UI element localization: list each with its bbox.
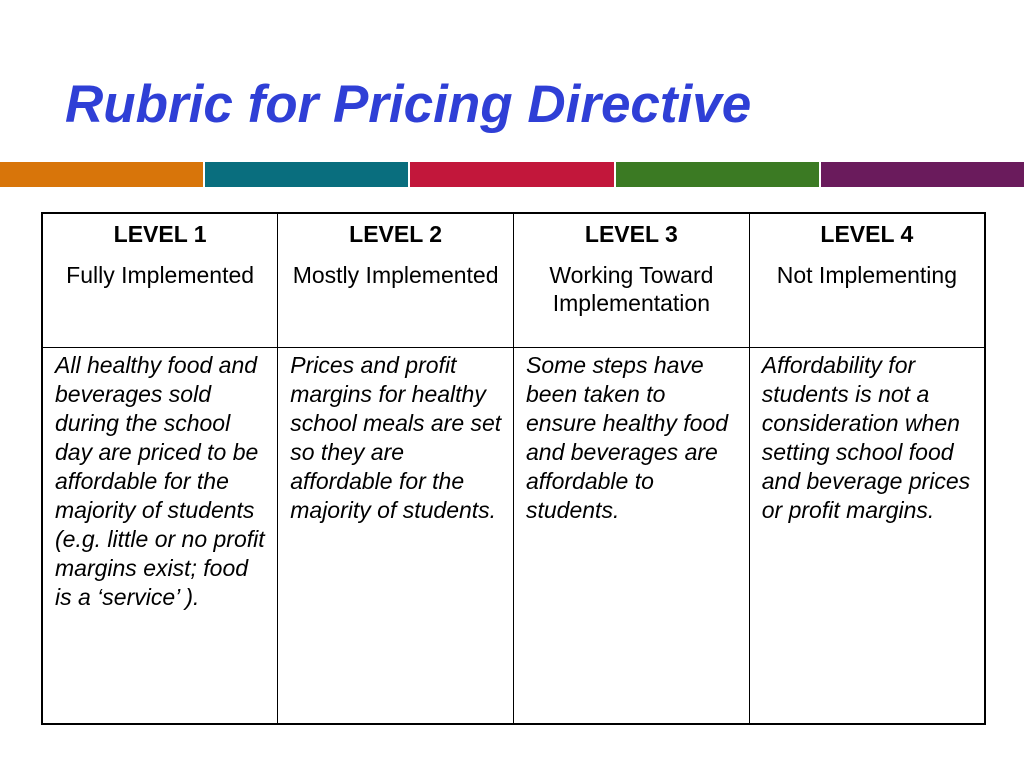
color-bar-segment-orange (0, 162, 203, 187)
level-3-header (514, 213, 750, 348)
level-4-label: LEVEL 4 (820, 221, 914, 247)
rubric-header-row (42, 213, 985, 348)
level-2-header (278, 213, 514, 348)
color-bar-segment-teal (203, 162, 408, 187)
level-1-label: LEVEL 1 (113, 221, 207, 247)
level-3-description: Some steps have been taken to ensure healthy food and beverages are affordable to students. (514, 348, 750, 725)
slide-title: Rubric for Pricing Directive (65, 75, 752, 134)
color-bar-segment-green (614, 162, 819, 187)
level-2-label: LEVEL 2 (349, 221, 443, 247)
color-bar-segment-red (408, 162, 613, 187)
level-2-status: Mostly Implemented (292, 262, 499, 288)
level-4-header (749, 213, 985, 348)
level-1-description: All healthy food and beverages sold during the school day are priced to be affordable for the majority of students (e.g. little or no profit margins exist; food is a ‘service’ ). (42, 348, 278, 725)
level-1-header (42, 213, 278, 348)
level-4-status: Not Implementing (776, 262, 957, 288)
level-3-label: LEVEL 3 (584, 221, 678, 247)
level-4-description: Affordability for students is not a consideration when setting school food and beverage prices or profit margins. (749, 348, 985, 725)
rubric-description-row (42, 348, 985, 725)
level-1-status: Fully Implemented (66, 262, 255, 288)
level-3-status: Working Toward Implementation (549, 262, 714, 316)
rubric-table (41, 212, 986, 725)
level-2-description: Prices and profit margins for healthy school meals are set so they are affordable for the majority of students. (278, 348, 514, 725)
color-bar-segment-purple (819, 162, 1024, 187)
decorative-color-bar (0, 162, 1024, 187)
